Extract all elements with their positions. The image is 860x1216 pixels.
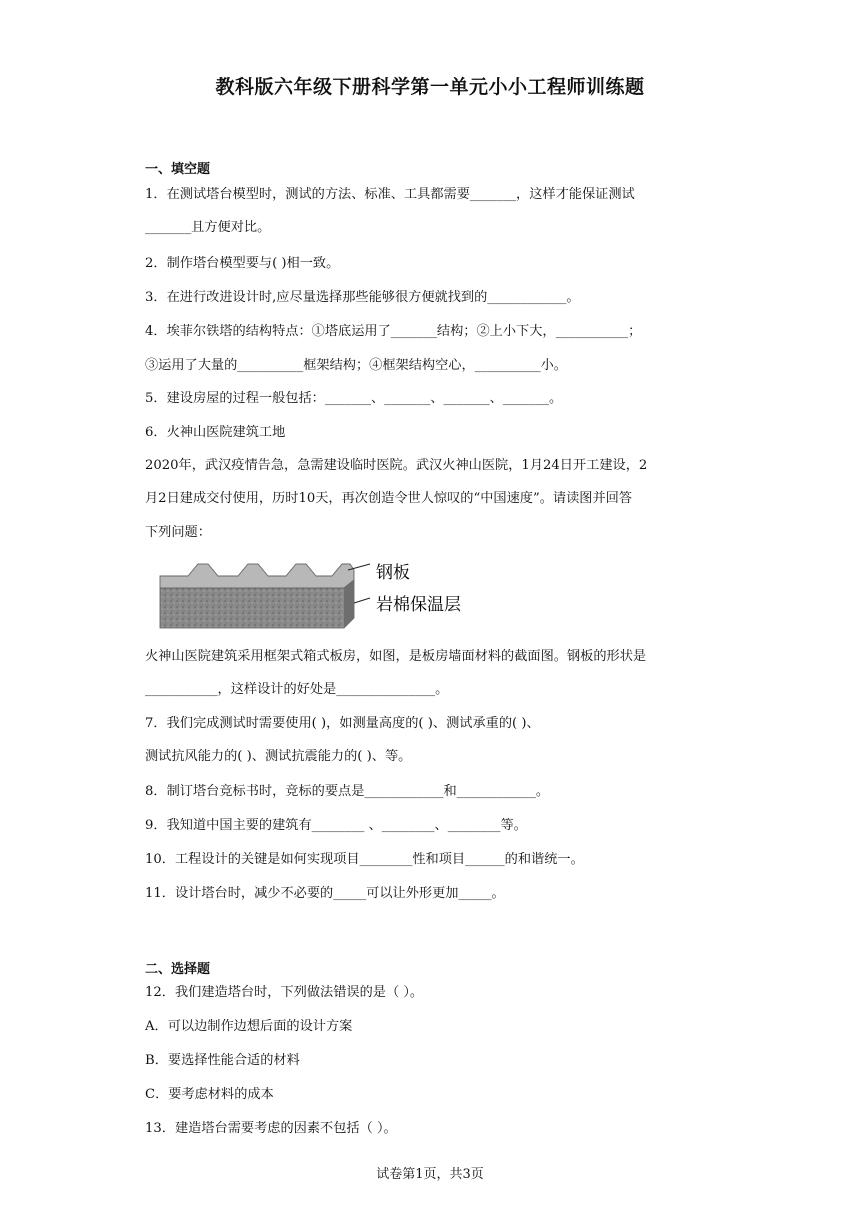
question-line: _______且方便对比。 (145, 220, 271, 235)
question-line: 4．埃菲尔铁塔的结构特点：①塔底运用了_______结构；②上小下大，___________； (145, 324, 642, 339)
question-line: 5．建设房屋的过程一般包括：_______、_______、_______、_______。 (145, 391, 563, 406)
section-heading-fill-in: 一、填空题 (145, 162, 211, 177)
steel-plate-label: 钢板 (376, 563, 410, 583)
question-line: 12．我们建造塔台时，下列做法错误的是（ ）。 (145, 985, 424, 1000)
option-line: A．可以边制作边想后面的设计方案 (145, 1019, 353, 1034)
question-line: 11．设计塔台时，减少不必要的_____可以让外形更加_____。 (145, 886, 505, 901)
steel-plate (160, 564, 354, 588)
question-line: 2020年，武汉疫情告急，急需建设临时医院。武汉火神山医院，1月24日开工建设，2 (145, 458, 648, 473)
question-line: 1．在测试塔台模型时，测试的方法、标准、工具都需要_______，这样才能保证测试 (145, 187, 635, 202)
page-title: 教科版六年级下册科学第一单元小小工程师训练题 (215, 76, 645, 98)
wall-panel-cross-section-figure (158, 558, 518, 636)
option-line: C．要考虑材料的成本 (145, 1087, 274, 1102)
question-line: 月2日建成交付使用，历时10天，再次创造令世人惊叹的“中国速度”。请读图并回答 (145, 491, 633, 506)
section-heading-choice: 二、选择题 (145, 962, 211, 977)
question-line: ___________，这样设计的好处是_______________。 (145, 682, 449, 697)
question-line: 10．工程设计的关键是如何实现项目________性和项目______的和谐统一。 (145, 852, 584, 867)
question-line: 下列问题： (145, 525, 211, 540)
question-line: 13．建造塔台需要考虑的因素不包括（ ）。 (145, 1121, 397, 1136)
question-line: 2．制作塔台模型要与( )相一致。 (145, 256, 340, 271)
question-line: 火神山医院建筑采用框架式箱式板房，如图，是板房墙面材料的截面图。钢板的形状是 (145, 649, 647, 664)
question-line: 7．我们完成测试时需要使用( )，如测量高度的( )、测试承重的( )、 (145, 716, 540, 731)
question-line: 6．火神山医院建筑工地 (145, 425, 286, 440)
page-footer: 试卷第1页，共3页 (376, 1167, 484, 1182)
option-line: B．要选择性能合适的材料 (145, 1053, 300, 1068)
rock-wool-label: 岩棉保温层 (376, 595, 461, 615)
question-line: 测试抗风能力的( )、测试抗震能力的( )、等。 (145, 749, 412, 764)
question-line: 8．制订塔台竞标书时，竞标的要点是____________和____________。 (145, 784, 550, 799)
question-line: ③运用了大量的__________框架结构；④框架结构空心，__________小。 (145, 358, 567, 373)
question-line: 3．在进行改进设计时,应尽量选择那些能够很方便就找到的____________。 (145, 290, 580, 305)
question-line: 9．我知道中国主要的建筑有________ 、________、________等。 (145, 818, 527, 833)
